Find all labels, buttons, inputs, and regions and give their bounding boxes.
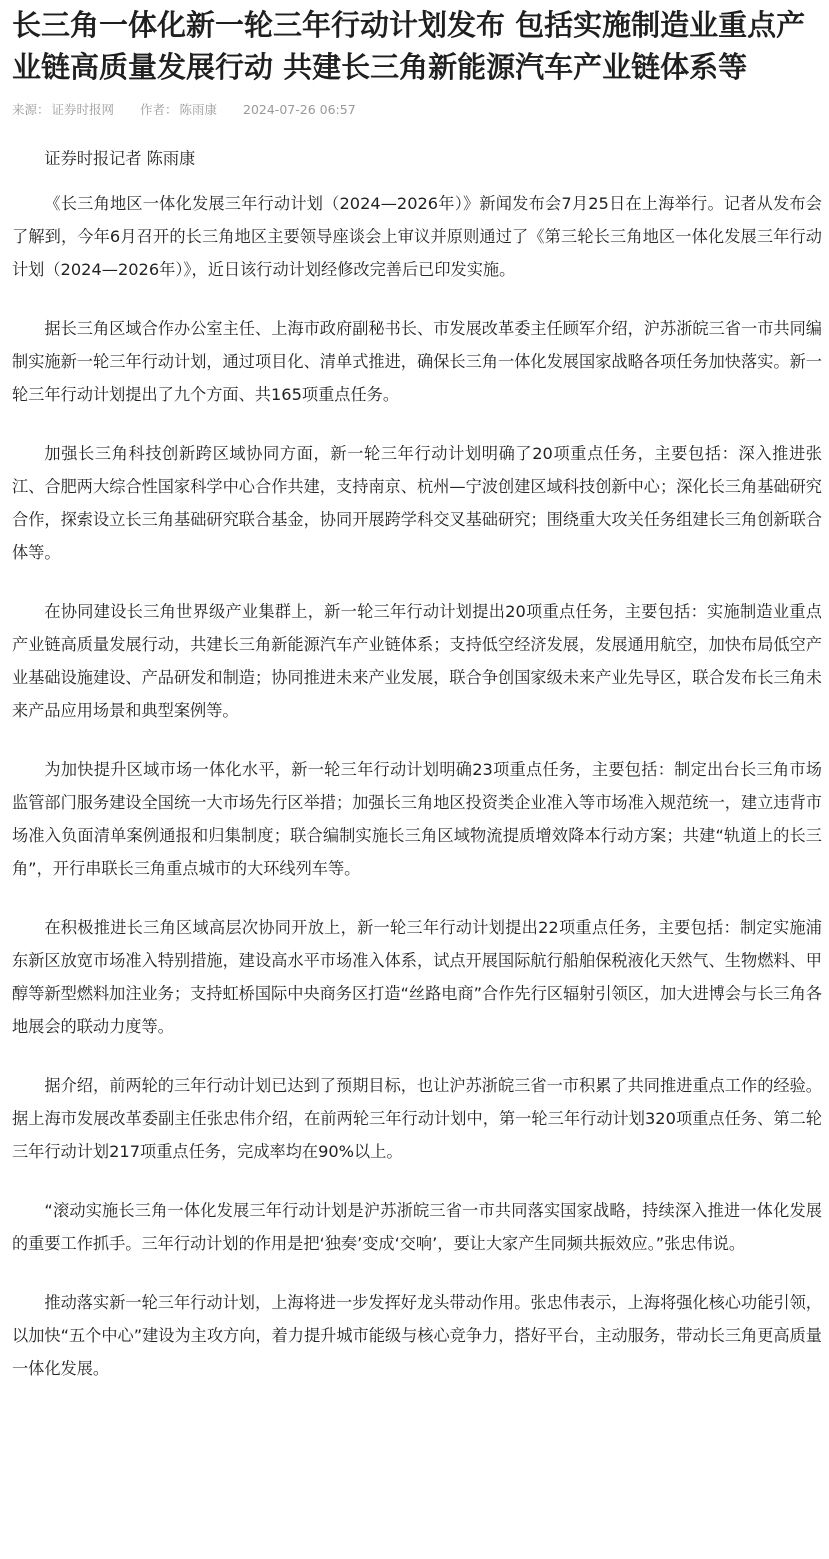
author-name: 陈雨康 [179,102,218,117]
byline-paragraph: 证券时报记者 陈雨康 [44,149,196,168]
source-link[interactable]: 证券时报网 [51,102,115,117]
author-label: 作者： [140,102,178,117]
publish-datetime: 2024-07-26 06:57 [243,102,356,117]
article [12,4,822,1411]
article-meta [12,100,822,120]
source-label: 来源： [12,102,50,117]
body-paragraph: 据长三角区域合作办公室主任、上海市政府副秘书长、市发展改革委主任顾军介绍，沪苏浙皖三省一市共同编制实施新一轮三年行动计划，通过项目化、清单式推进，确保长三角一体化发展国家战略各项任务加快落实。新一轮三年行动计划提出了九个方面、共165项重点任务。 [12,319,822,404]
body-paragraph: “滚动实施长三角一体化发展三年行动计划是沪苏浙皖三省一市共同落实国家战略，持续深入推进一体化发展的重要工作抓手。三年行动计划的作用是把‘独奏’变成‘交响’，要让大家产生同频共振效应。”张忠伟说。 [12,1201,822,1253]
article-title: 长三角一体化新一轮三年行动计划发布 包括实施制造业重点产业链高质量发展行动 共建长三角新能源汽车产业链体系等 [12,8,806,84]
body-paragraph: 在积极推进长三角区域高层次协同开放上，新一轮三年行动计划提出22项重点任务，主要包括：制定实施浦东新区放宽市场准入特别措施，建设高水平市场准入体系，试点开展国际航行船舶保税液化天然气、生物燃料、甲醇等新型燃料加注业务；支持虹桥国际中央商务区打造“丝路电商”合作先行区辐射引领区，加大进博会与长三角各地展会的联动力度等。 [12,918,822,1036]
body-paragraph: 为加快提升区域市场一体化水平，新一轮三年行动计划明确23项重点任务，主要包括：制定出台长三角市场监管部门服务建设全国统一大市场先行区举措；加强长三角地区投资类企业准入等市场准入规范统一，建立违背市场准入负面清单案例通报和归集制度；联合编制实施长三角区域物流提质增效降本行动方案；共建“轨道上的长三角”，开行串联长三角重点城市的大环线列车等。 [12,760,822,878]
body-paragraph: 据介绍，前两轮的三年行动计划已达到了预期目标，也让沪苏浙皖三省一市积累了共同推进重点工作的经验。据上海市发展改革委副主任张忠伟介绍，在前两轮三年行动计划中，第一轮三年行动计划320项重点任务、第二轮三年行动计划217项重点任务，完成率均在90%以上。 [12,1076,822,1161]
body-paragraph: 推动落实新一轮三年行动计划，上海将进一步发挥好龙头带动作用。张忠伟表示，上海将强化核心功能引领，以加快“五个中心”建设为主攻方向，着力提升城市能级与核心竞争力，搭好平台，主动服务，带动长三角更高质量一体化发展。 [12,1293,822,1378]
body-paragraph: 《长三角地区一体化发展三年行动计划（2024—2026年）》新闻发布会7月25日在上海举行。记者从发布会了解到，今年6月召开的长三角地区主要领导座谈会上审议并原则通过了《第三轮长三角地区一体化发展三年行动计划（2024—2026年）》，近日该行动计划经修改完善后已印发实施。 [12,194,822,279]
body-paragraph: 加强长三角科技创新跨区域协同方面，新一轮三年行动计划明确了20项重点任务，主要包括：深入推进张江、合肥两大综合性国家科学中心合作共建，支持南京、杭州—宁波创建区域科技创新中心；深化长三角基础研究合作，探索设立长三角基础研究联合基金，协同开展跨学科交叉基础研究；围绕重大攻关任务组建长三角创新联合体等。 [12,444,822,562]
article-body [12,142,822,1385]
body-paragraph: 在协同建设长三角世界级产业集群上，新一轮三年行动计划提出20项重点任务，主要包括：实施制造业重点产业链高质量发展行动，共建长三角新能源汽车产业链体系；支持低空经济发展，发展通用航空，加快布局低空产业基础设施建设、产品研发和制造；协同推进未来产业发展，联合争创国家级未来产业先导区，联合发布长三角未来产品应用场景和典型案例等。 [12,602,822,720]
